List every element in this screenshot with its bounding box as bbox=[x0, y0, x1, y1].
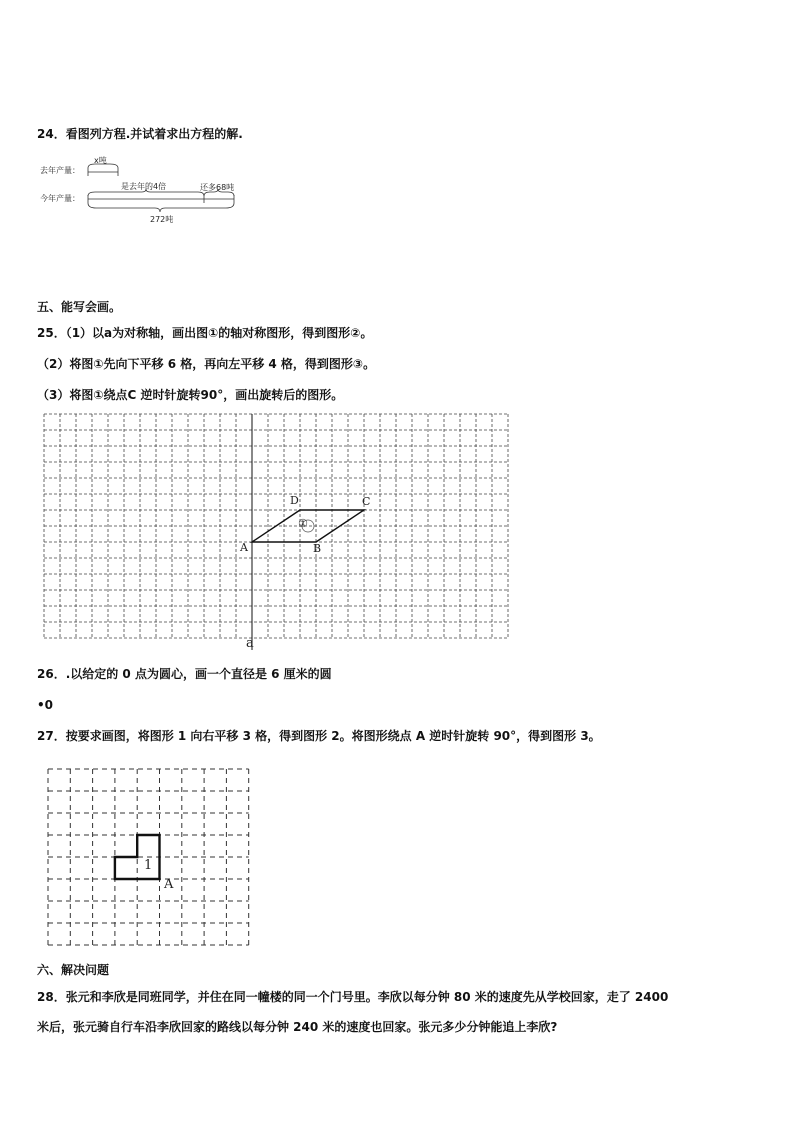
q27-point-a: A bbox=[164, 877, 174, 892]
label-four-times: 是去年的4倍 bbox=[121, 182, 167, 191]
q25-point-d: D bbox=[290, 494, 299, 507]
label-total: 272吨 bbox=[150, 215, 174, 224]
q25-shape-mark: ① bbox=[298, 517, 308, 530]
q25-point-a: A bbox=[240, 541, 248, 554]
q27-shape-label: 1 bbox=[144, 858, 153, 873]
label-more-68: 还多68吨 bbox=[200, 183, 235, 192]
q25-line3: （3）将图①绕点C 逆时针旋转90°，画出旋转后的图形。 bbox=[37, 388, 344, 402]
q25-line2: （2）将图①先向下平移 6 格，再向左平移 4 格，得到图形③。 bbox=[37, 357, 376, 371]
q28-line2: 米后，张元骑自行车沿李欣回家的路线以每分钟 240 米的速度也回家。张元多少分钟能追上李欣? bbox=[37, 1020, 558, 1034]
q25-grid bbox=[40, 412, 510, 652]
section5-title: 五、能写会画。 bbox=[37, 300, 122, 314]
parallelogram-shape bbox=[252, 510, 364, 542]
q28-line1: 28．张元和李欣是同班同学，并住在同一幢楼的同一个门号里。李欣以每分钟 80 米的速度先从学校回家，走了 2400 bbox=[37, 990, 669, 1004]
label-last-year: 去年产量： bbox=[40, 166, 80, 175]
q25-point-b: B bbox=[313, 542, 322, 555]
section6-title: 六、解决问题 bbox=[37, 963, 110, 977]
q25-axis-label: a bbox=[246, 636, 254, 651]
q26-point-o: •0 bbox=[37, 698, 54, 712]
q25-line1: 25．（1）以a为对称轴，画出图①的轴对称图形，得到图形②。 bbox=[37, 326, 373, 340]
label-x-ton: x吨 bbox=[94, 156, 107, 165]
q24-text: 24．看图列方程.并试着求出方程的解. bbox=[37, 127, 243, 141]
label-this-year: 今年产量： bbox=[40, 194, 80, 203]
q26-text: 26．.以给定的 0 点为圆心，画一个直径是 6 厘米的圆 bbox=[37, 667, 332, 681]
q27-text: 27．按要求画图，将图形 1 向右平移 3 格，得到图形 2。将图形绕点 A 逆时针旋转 90°，得到图形 3。 bbox=[37, 729, 601, 743]
q25-point-c: C bbox=[362, 495, 371, 508]
q27-grid bbox=[46, 767, 256, 947]
